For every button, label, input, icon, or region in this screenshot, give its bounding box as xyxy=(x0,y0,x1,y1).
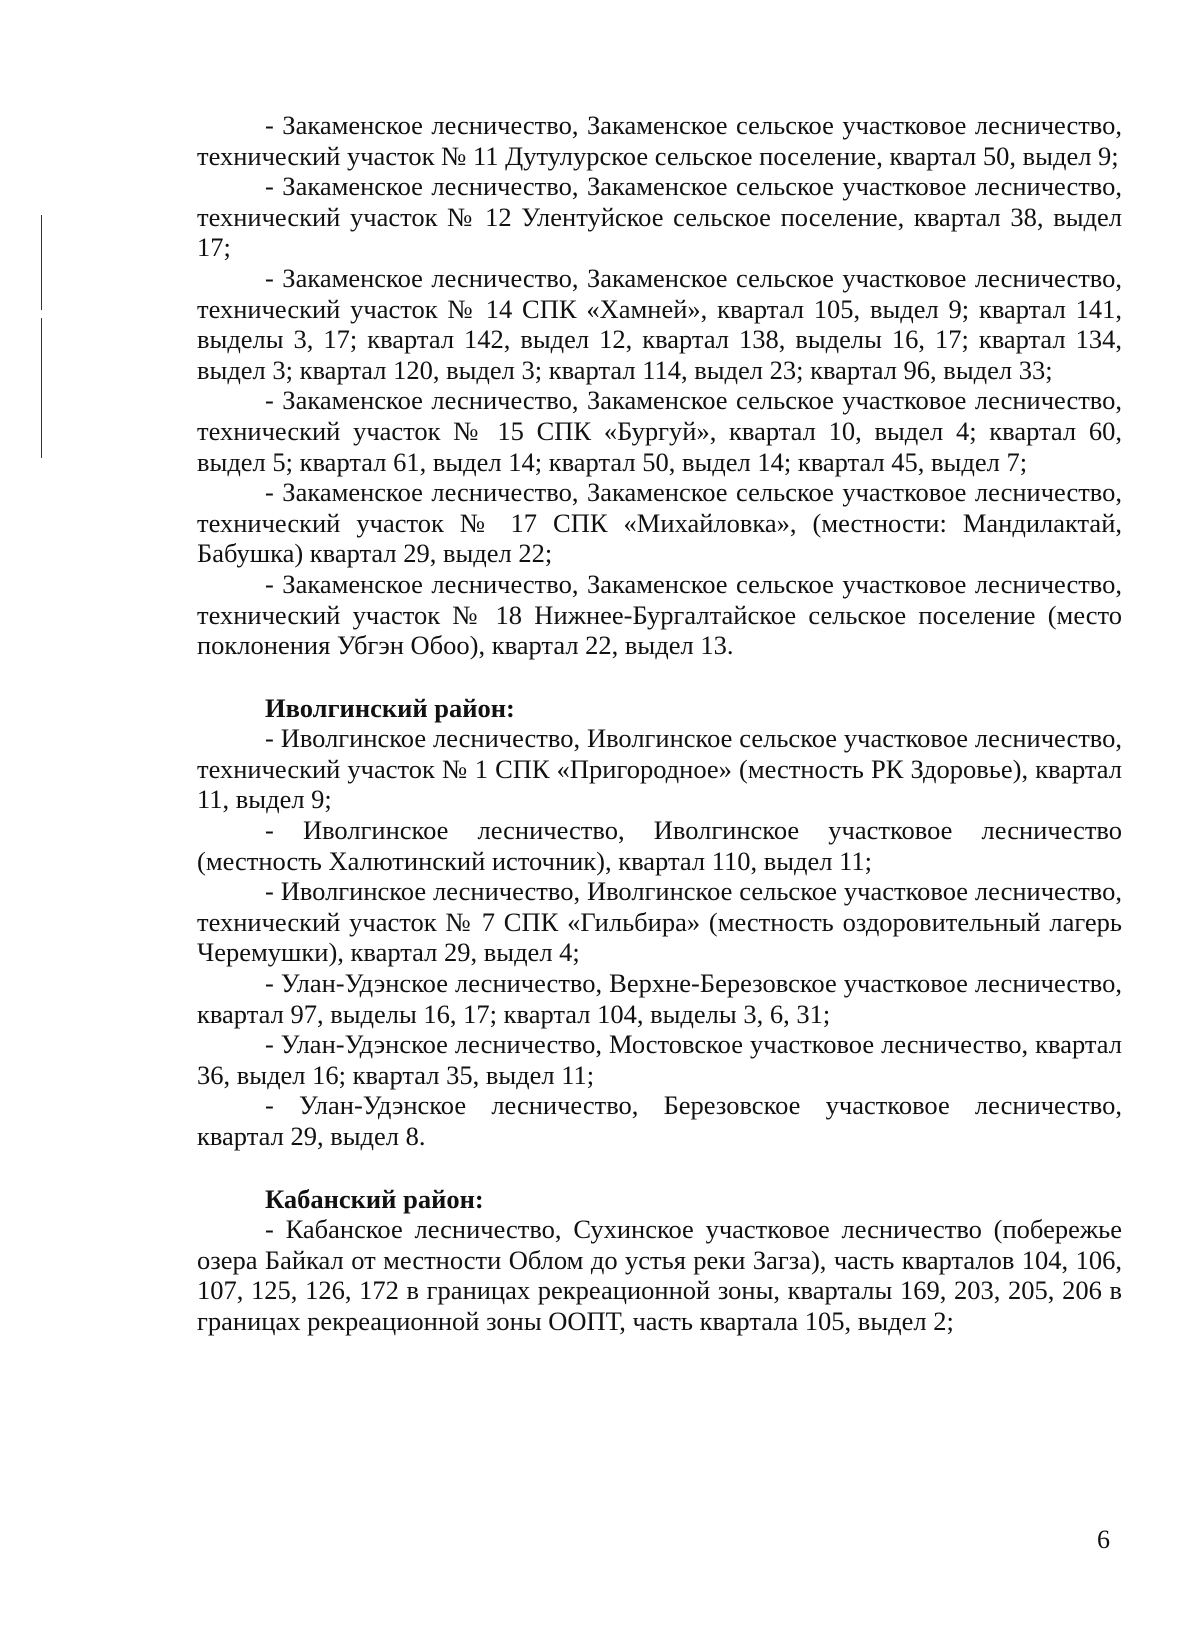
section-spacer xyxy=(197,1152,1122,1184)
list-item: - Улан-Удэнское лесничество, Мостовское участковое лесничество, квартал 36, выдел 16; квартал 35, выдел 11; xyxy=(197,1029,1122,1090)
section-heading: Иволгинский район: xyxy=(265,692,515,723)
list-item: - Закаменское лесничество, Закаменское сельское участковое лесничество, технический участок № 15 СПК «Бургуй», квартал 10, выдел 4; квартал 60, выдел 5; квартал 61, выдел 14; квартал 50, выдел 14; квартал 45, выдел 7; xyxy=(197,385,1122,477)
section-ivolginsky xyxy=(197,693,1122,1152)
list-item: - Улан-Удэнское лесничество, Березовское участковое лесничество, квартал 29, выдел 8. xyxy=(197,1090,1122,1151)
page-number: 6 xyxy=(1097,1525,1110,1554)
list-item: - Закаменское лесничество, Закаменское сельское участковое лесничество, технический участок № 17 СПК «Михайловка», (местности: Мандилактай, Бабушка) квартал 29, выдел 22; xyxy=(197,477,1122,569)
list-item: - Закаменское лесничество, Закаменское сельское участковое лесничество, технический участок № 11 Дутулурское сельское поселение, квартал 50, выдел 9; xyxy=(197,110,1122,171)
list-item: - Закаменское лесничество, Закаменское сельское участковое лесничество, технический участок № 14 СПК «Хамней», квартал 105, выдел 9; квартал 141, выделы 3, 17; квартал 142, выдел 12, квартал 138, выделы 16, 17; квартал 134, выдел 3; квартал 120, выдел 3; квартал 114, выдел 23; квартал 96, выдел 33; xyxy=(197,262,1122,385)
document-body xyxy=(197,110,1122,1337)
section-heading: Кабанский район: xyxy=(265,1183,484,1214)
list-item: - Иволгинское лесничество, Иволгинское сельское участковое лесничество, технический участок № 7 СПК «Гильбира» (местность оздоровительный лагерь Черемушки), квартал 29, выдел 4; xyxy=(197,876,1122,968)
list-item: - Кабанское лесничество, Сухинское участковое лесничество (побережье озера Байкал от местности Облом до устья реки Загза), часть кварталов 104, 106, 107, 125, 126, 172 в границах рекреационной зоны, кварталы 169, 203, 205, 206 в границах рекреационной зоны ООПТ, часть квартала 105, выдел 2; xyxy=(197,1214,1122,1336)
list-item: - Закаменское лесничество, Закаменское сельское участковое лесничество, технический участок № 18 Нижнее-Бургалтайское сельское поселение (место поклонения Убгэн Обоо), квартал 22, выдел 13. xyxy=(197,568,1122,661)
section-kabansky xyxy=(197,1184,1122,1337)
list-item: - Закаменское лесничество, Закаменское сельское участковое лесничество, технический участок № 12 Улентуйское сельское поселение, квартал 38, выдел 17; xyxy=(197,171,1122,263)
margin-mark xyxy=(41,215,42,310)
list-item: - Улан-Удэнское лесничество, Верхне-Березовское участковое лесничество, квартал 97, выделы 16, 17; квартал 104, выделы 3, 6, 31; xyxy=(197,968,1122,1029)
margin-mark xyxy=(41,318,42,458)
list-item: - Иволгинское лесничество, Иволгинское участковое лесничество (местность Халютинский источник), квартал 110, выдел 11; xyxy=(197,815,1122,876)
section-spacer xyxy=(197,661,1122,693)
section-zakamensky xyxy=(197,110,1122,661)
list-item: - Иволгинское лесничество, Иволгинское сельское участковое лесничество, технический участок № 1 СПК «Пригородное» (местность РК Здоровье), квартал 11, выдел 9; xyxy=(197,723,1122,815)
